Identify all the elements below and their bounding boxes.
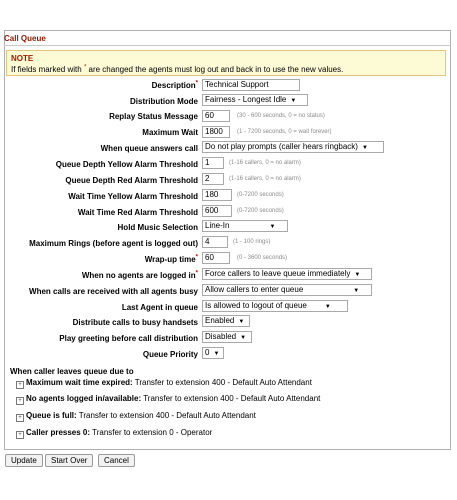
wait-red-input[interactable]: 600 <box>202 205 232 217</box>
note-text-before: If fields marked with <box>11 65 82 74</box>
chevron-down-icon: ▼ <box>353 288 360 294</box>
leave-item-no-agents[interactable]: + No agents logged in/available: Transfer to extension 400 - Default Auto Attendant <box>16 394 320 405</box>
wait-red-hint: (0-7200 seconds) <box>237 208 284 214</box>
plus-box-icon[interactable]: + <box>16 431 24 439</box>
description-input[interactable]: Technical Support <box>202 79 300 91</box>
chevron-down-icon: ▼ <box>324 304 331 310</box>
replay-status-label: Replay Status Message <box>109 112 198 121</box>
queue-priority-select[interactable]: 0 ▼ <box>202 347 224 359</box>
chevron-down-icon: ▼ <box>213 351 220 357</box>
depth-yellow-input[interactable]: 1 <box>202 157 224 169</box>
wrap-up-input[interactable]: 60 <box>202 252 230 264</box>
depth-red-input[interactable]: 2 <box>202 173 224 185</box>
queue-answers-label: When queue answers call <box>100 144 198 153</box>
page-title: Call Queue <box>4 34 46 43</box>
maximum-rings-label: Maximum Rings (before agent is logged out) <box>29 239 198 248</box>
busy-handsets-label: Distribute calls to busy handsets <box>72 318 198 327</box>
replay-status-hint: (30 - 600 seconds, 0 = no status) <box>237 113 325 119</box>
start-over-button[interactable]: Start Over <box>45 454 93 467</box>
maximum-rings-hint: (1 - 100 rings) <box>233 239 271 245</box>
maximum-rings-input[interactable]: 4 <box>202 236 228 248</box>
replay-status-input[interactable]: 60 <box>202 110 230 122</box>
play-greeting-label: Play greeting before call distribution <box>59 334 198 343</box>
maximum-wait-input[interactable]: 1800 <box>202 126 230 138</box>
wait-yellow-input[interactable]: 180 <box>202 189 232 201</box>
agents-busy-select[interactable]: Allow callers to enter queue ▼ <box>202 284 372 296</box>
leaves-queue-heading: When caller leaves queue due to <box>10 367 134 376</box>
no-agents-label: When no agents are logged in* <box>81 270 198 280</box>
queue-answers-select[interactable]: Do not play prompts (caller hears ringback) ▼ <box>202 141 384 153</box>
hold-music-select[interactable]: Line-In ▼ <box>202 220 288 232</box>
chevron-down-icon: ▼ <box>269 224 276 230</box>
chevron-down-icon: ▼ <box>240 335 247 341</box>
title-divider <box>4 45 451 46</box>
wrap-up-hint: (0 - 3600 seconds) <box>237 255 288 261</box>
wait-red-label: Wait Time Red Alarm Threshold <box>77 208 198 217</box>
play-greeting-select[interactable]: Disabled ▼ <box>202 331 252 343</box>
distribution-mode-select[interactable]: Fairness - Longest Idle ▼ <box>202 94 308 106</box>
no-agents-select[interactable]: Force callers to leave queue immediately ▼ <box>202 268 372 280</box>
depth-yellow-label: Queue Depth Yellow Alarm Threshold <box>55 160 198 169</box>
busy-handsets-select[interactable]: Enabled ▼ <box>202 315 250 327</box>
chevron-down-icon: ▼ <box>238 319 245 325</box>
wait-yellow-hint: (0-7200 seconds) <box>237 192 284 198</box>
hold-music-label: Hold Music Selection <box>117 223 198 232</box>
last-agent-select[interactable]: Is allowed to logout of queue ▼ <box>202 300 348 312</box>
cancel-button[interactable]: Cancel <box>98 454 135 467</box>
update-button[interactable]: Update <box>5 454 43 467</box>
leave-item-queue-full[interactable]: + Queue is full: Transfer to extension 400 - Default Auto Attendant <box>16 411 256 422</box>
depth-yellow-hint: (1-16 callers, 0 = no alarm) <box>229 160 301 166</box>
chevron-down-icon: ▼ <box>361 145 368 151</box>
note-box <box>6 50 446 76</box>
chevron-down-icon: ▼ <box>290 98 297 104</box>
wait-yellow-label: Wait Time Yellow Alarm Threshold <box>68 192 198 201</box>
depth-red-hint: (1-16 callers, 0 = no alarm) <box>229 176 301 182</box>
wrap-up-label: Wrap-up time* <box>144 254 198 264</box>
distribution-mode-label: Distribution Mode <box>130 97 198 106</box>
description-label: Description* <box>151 80 198 90</box>
leave-item-max-wait[interactable]: + Maximum wait time expired: Transfer to extension 400 - Default Auto Attendant <box>16 378 312 389</box>
maximum-wait-hint: (1 - 7200 seconds, 0 = wait forever) <box>237 129 332 135</box>
agents-busy-label: When calls are received with all agents busy <box>29 287 198 296</box>
plus-box-icon[interactable]: + <box>16 414 24 422</box>
maximum-wait-label: Maximum Wait <box>142 128 198 137</box>
depth-red-label: Queue Depth Red Alarm Threshold <box>65 176 198 185</box>
chevron-down-icon: ▼ <box>354 272 361 278</box>
last-agent-label: Last Agent in queue <box>121 303 198 312</box>
queue-priority-label: Queue Priority <box>142 350 198 359</box>
note-text <box>11 65 343 74</box>
plus-box-icon[interactable]: + <box>16 381 24 389</box>
note-text-after: are changed the agents must log out and back in to use the new values. <box>86 65 344 74</box>
required-star: * <box>83 64 87 71</box>
leave-item-caller-zero[interactable]: + Caller presses 0: Transfer to extension 0 - Operator <box>16 428 212 439</box>
plus-box-icon[interactable]: + <box>16 397 24 405</box>
note-heading: NOTE <box>11 54 34 63</box>
